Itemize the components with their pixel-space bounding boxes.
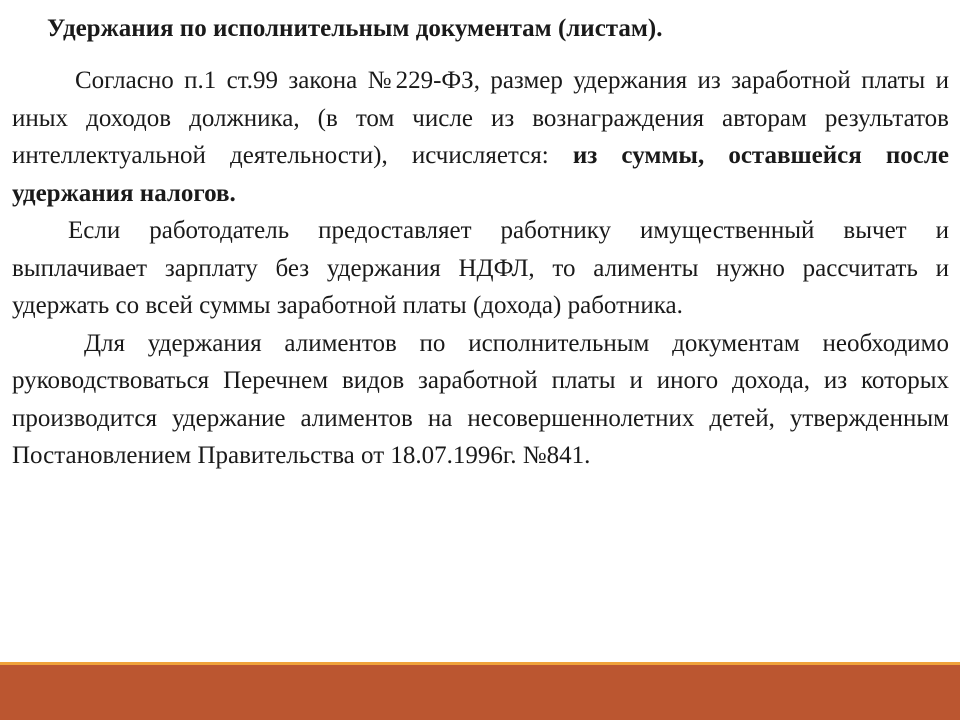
slide-body (12, 62, 949, 475)
paragraph-3: Для удержания алиментов по исполнительным документам необходимо руководствоваться Перечнем видов заработной платы и иного дохода, из которых производится удержание алиментов на несовершеннолетних детей, утвержденным Постановлением Правительства от 18.07.1996г. №841. (12, 329, 949, 469)
paragraph-1-text: Согласно п.1 ст.99 закона №229-ФЗ, размер удержания из заработной платы и иных доходов должника, (в том числе из вознаграждения авторам результатов интеллектуальной деятельности), исчисляется: (12, 67, 949, 169)
slide-title: Удержания по исполнительным документам (листам). (47, 15, 663, 42)
footer-band (0, 665, 960, 720)
paragraph-1 (12, 62, 949, 212)
paragraph-1-emphasis: из суммы, оставшейся после удержания налогов. (12, 142, 950, 207)
paragraph-2: Если работодатель предоставляет работнику имущественный вычет и выплачивает зарплату без удержания НДФЛ, то алименты нужно рассчитать и удержать со всей суммы заработной платы (дохода) работника. (12, 217, 949, 319)
